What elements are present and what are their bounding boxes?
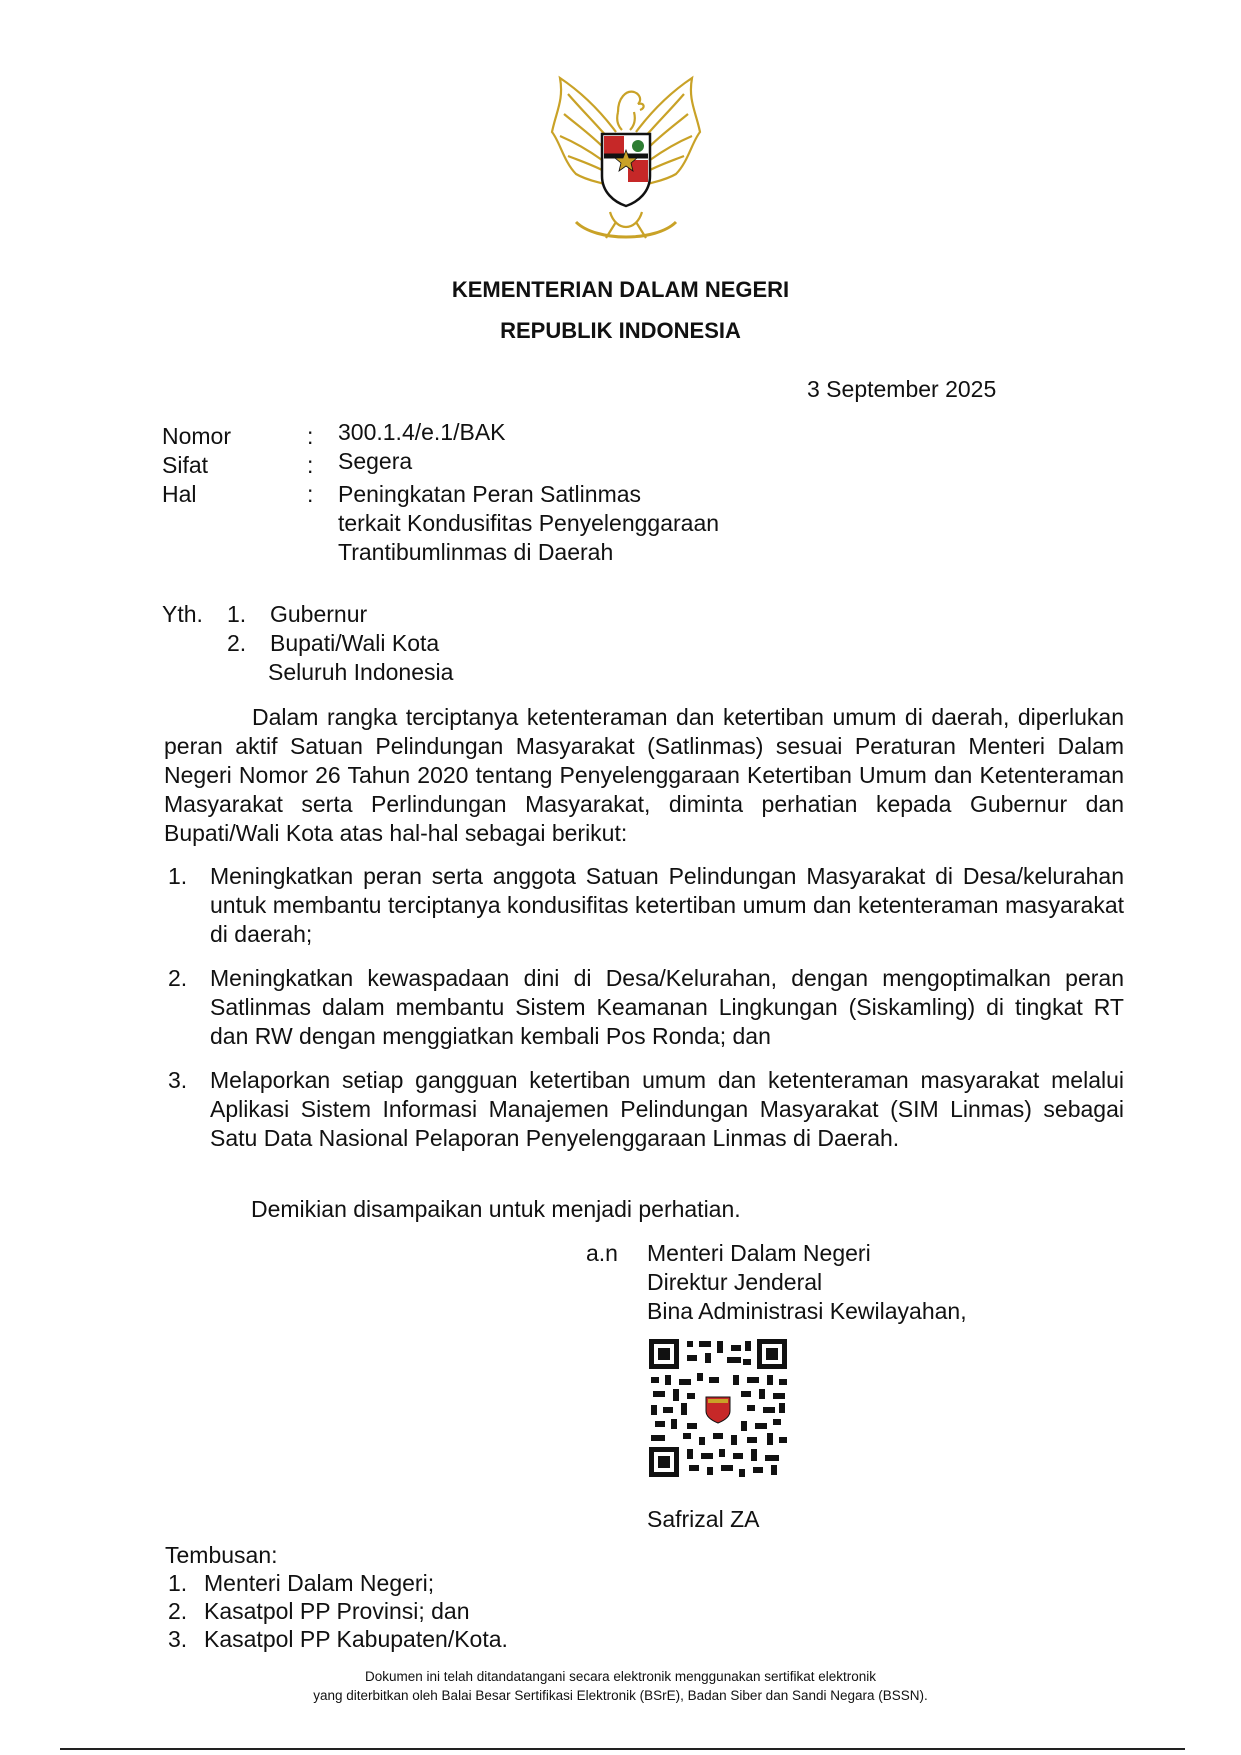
- cc-num: 3.: [168, 1626, 188, 1652]
- meta-value-nomor: 300.1.4/e.1/BAK: [338, 419, 506, 445]
- meta-value-sifat: Segera: [338, 448, 413, 474]
- recipient-item: Gubernur: [270, 601, 368, 627]
- cc-item: Menteri Dalam Negeri;: [204, 1570, 435, 1596]
- footer-line-1: Dokumen ini telah ditandatangani secara elektronik menggunakan sertifikat elektronik: [364, 1669, 877, 1684]
- list-item-number: 3.: [168, 1067, 188, 1093]
- meta-label-hal: Hal: [162, 481, 197, 507]
- list-item-number: 2.: [168, 965, 188, 991]
- letter-date: 3 September 2025: [807, 376, 997, 402]
- qr-code-icon: [647, 1337, 789, 1479]
- meta-colon: :: [307, 481, 314, 507]
- cc-item: Kasatpol PP Kabupaten/Kota.: [204, 1626, 508, 1652]
- list-item-text: Melaporkan setiap gangguan ketertiban umum dan ketenteraman masyarakat melalui Aplikasi Sistem Informasi Manajemen Pelindungan Masyarakat (SIM Linmas) sebagai Satu Data Nasional Pelaporan Penyelenggaraan Linmas di Daerah.: [210, 1067, 1124, 1151]
- meta-value-hal-line1: Peningkatan Peran Satlinmas: [338, 481, 642, 507]
- page-bottom-divider: [60, 1748, 1185, 1750]
- list-item-text: Meningkatkan peran serta anggota Satuan Pelindungan Masyarakat di Desa/kelurahan untuk membantu terciptanya kondusifitas ketertiban umum dan ketenteraman masyarakat di daerah;: [210, 863, 1124, 947]
- cc-title: Tembusan:: [165, 1542, 278, 1568]
- list-item: [168, 1066, 1124, 1153]
- list-item-number: 1.: [168, 863, 188, 889]
- list-item-text: Meningkatkan kewaspadaan dini di Desa/Kelurahan, dengan mengoptimalkan peran Satlinmas dalam membantu Sistem Keamanan Lingkungan (Siskamling) di tingkat RT dan RW dengan menggiatkan kembali Pos Ronda; dan: [210, 965, 1124, 1049]
- body-intro-paragraph: Dalam rangka terciptanya ketenteraman dan ketertiban umum di daerah, diperlukan peran aktif Satuan Pelindungan Masyarakat (Satlinmas) sesuai Peraturan Menteri Dalam Negeri Nomor 26 Tahun 2020 tentang Penyelenggaraan Ketertiban Umum dan Ketenteraman Masyarakat serta Perlindungan Masyarakat, diminta perhatian kepada Gubernur dan Bupati/Wali Kota atas hal-hal sebagai berikut:: [164, 704, 1124, 846]
- signatory-name: Safrizal ZA: [647, 1506, 760, 1532]
- cc-num: 2.: [168, 1598, 188, 1624]
- cc-num: 1.: [168, 1570, 188, 1596]
- meta-label-nomor: Nomor: [162, 423, 232, 449]
- recipients-prefix: Yth.: [162, 601, 203, 627]
- meta-value-hal-line3: Trantibumlinmas di Daerah: [338, 539, 614, 565]
- list-item: [168, 964, 1124, 1051]
- republic-title: REPUBLIK INDONESIA: [500, 318, 741, 343]
- closing-sentence: Demikian disampaikan untuk menjadi perhatian.: [251, 1196, 741, 1222]
- recipients-scope: Seluruh Indonesia: [268, 659, 454, 685]
- meta-value-hal-line2: terkait Kondusifitas Penyelenggaraan: [338, 510, 720, 536]
- meta-colon: :: [307, 452, 314, 478]
- recipient-num: 1.: [227, 601, 247, 627]
- signature-prefix: a.n: [586, 1240, 618, 1266]
- signature-line-1: Menteri Dalam Negeri: [647, 1240, 871, 1266]
- signature-line-2: Direktur Jenderal: [647, 1269, 823, 1295]
- garuda-emblem-icon: [546, 72, 706, 252]
- list-item: [168, 862, 1124, 949]
- cc-item: Kasatpol PP Provinsi; dan: [204, 1598, 470, 1624]
- meta-colon: :: [307, 423, 314, 449]
- recipient-item: Bupati/Wali Kota: [270, 630, 440, 656]
- ministry-title: KEMENTERIAN DALAM NEGERI: [451, 277, 790, 302]
- meta-label-sifat: Sifat: [162, 452, 209, 478]
- recipient-num: 2.: [227, 630, 247, 656]
- body-points-list: [168, 862, 1124, 1168]
- signature-line-3: Bina Administrasi Kewilayahan,: [647, 1298, 967, 1324]
- footer-line-2: yang diterbitkan oleh Balai Besar Sertifikasi Elektronik (BSrE), Badan Siber dan Sandi Negara (BSSN).: [313, 1688, 928, 1703]
